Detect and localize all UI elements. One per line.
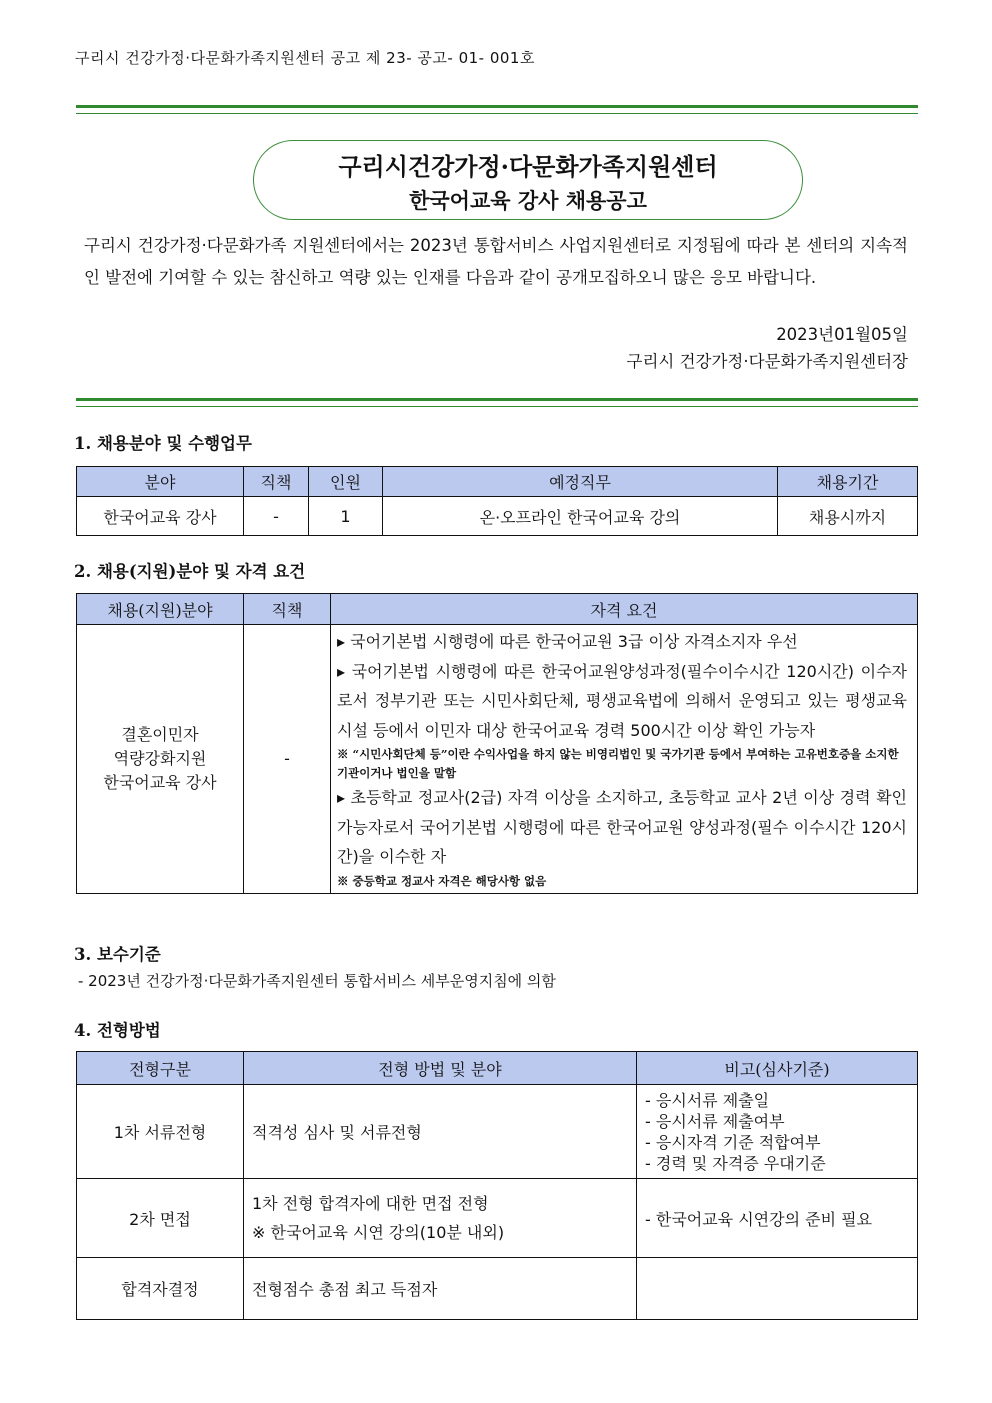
selection-table <box>76 1051 918 1320</box>
method-line: 1차 전형 합격자에 대한 면접 전형 <box>252 1194 489 1213</box>
field-cell: 한국어교육 강사 <box>77 497 244 536</box>
stage-cell: 1차 서류전형 <box>77 1085 244 1179</box>
method-cell <box>244 1179 637 1258</box>
method-cell: 적격성 심사 및 서류전형 <box>244 1085 637 1179</box>
col-period: 채용기간 <box>778 467 918 497</box>
col-position: 직책 <box>244 594 331 625</box>
notice-number: 구리시 건강가정·다문화가족지원센터 공고 제 23- 공고- 01- 001호 <box>75 49 535 67</box>
remark-item: - 응시자격 기준 적합여부 <box>645 1132 821 1152</box>
intro-paragraph: 구리시 건강가정·다문화가족 지원센터에서는 2023년 통합서비스 사업지원센터로 지정됨에 따라 본 센터의 지속적인 발전에 기여할 수 있는 참신하고 역량 있는 인재를 다음과 같이 공개모집하오니 많은 응모 바랍니다. <box>84 236 908 287</box>
position-cell: - <box>244 497 309 536</box>
position-cell: - <box>244 625 331 894</box>
method-line: ※ 한국어교육 시연 강의(10분 내외) <box>252 1223 505 1242</box>
top-divider <box>76 105 918 114</box>
qualification-table <box>76 593 918 894</box>
announcement-date: 2023년01월05일 <box>776 325 908 344</box>
col-method: 전형 방법 및 분야 <box>244 1052 637 1085</box>
section-4-title: 4. 전형방법 <box>74 1021 161 1040</box>
col-position: 직책 <box>244 467 309 497</box>
title-line-1: 구리시건강가정·다문화가족지원센터 <box>338 152 718 181</box>
col-field: 채용(지원)분야 <box>77 594 244 625</box>
remarks-cell <box>637 1258 918 1320</box>
remarks-cell <box>637 1085 918 1179</box>
duty-cell: 온·오프라인 한국어교육 강의 <box>383 497 778 536</box>
remark-item: - 응시서류 제출일 <box>645 1090 770 1110</box>
salary-text: - 2023년 건강가정·다문화가족지원센터 통합서비스 세부운영지침에 의함 <box>78 972 556 990</box>
table-row <box>77 1085 918 1179</box>
position-table <box>76 466 918 536</box>
signatory: 구리시 건강가정·다문화가족지원센터장 <box>626 352 908 371</box>
requirements-cell <box>331 625 918 894</box>
field-line: 한국어교육 강사 <box>103 772 217 792</box>
col-duty: 예정직무 <box>383 467 778 497</box>
field-line: 역량강화지원 <box>113 748 207 768</box>
table-row <box>77 625 918 894</box>
title-box <box>253 140 803 220</box>
col-field: 분야 <box>77 467 244 497</box>
requirement-3: ▸ 초등학교 정교사(2급) 자격 이상을 소지하고, 초등학교 교사 2년 이상 경력 확인 가능자로서 국어기본법 시행령에 따른 한국어교원 양성과정(필수 이수시간 120시간)을 이수한 자 <box>337 788 907 866</box>
headcount-cell: 1 <box>309 497 383 536</box>
table-row <box>77 497 918 536</box>
field-line: 결혼이민자 <box>121 724 199 744</box>
method-cell: 전형점수 총점 최고 득점자 <box>244 1258 637 1320</box>
header-divider <box>76 398 918 407</box>
col-remarks: 비고(심사기준) <box>637 1052 918 1085</box>
requirement-note-2: ※ 중등학교 정교사 자격은 해당사항 없음 <box>337 873 547 888</box>
remarks-cell: - 한국어교육 시연강의 준비 필요 <box>637 1179 918 1258</box>
section-1-title: 1. 채용분야 및 수행업무 <box>74 434 252 453</box>
table-row <box>77 1258 918 1320</box>
col-stage: 전형구분 <box>77 1052 244 1085</box>
remark-item: - 응시서류 제출여부 <box>645 1111 785 1131</box>
section-3-title: 3. 보수기준 <box>74 945 161 964</box>
col-headcount: 인원 <box>309 467 383 497</box>
stage-cell: 2차 면접 <box>77 1179 244 1258</box>
title-line-2: 한국어교육 강사 채용공고 <box>409 188 647 213</box>
col-requirements: 자격 요건 <box>331 594 918 625</box>
field-cell <box>77 625 244 894</box>
section-2-title: 2. 채용(지원)분야 및 자격 요건 <box>74 562 306 581</box>
period-cell: 채용시까지 <box>778 497 918 536</box>
requirement-1: ▸ 국어기본법 시행령에 따른 한국어교원 3급 이상 자격소지자 우선 <box>337 632 798 651</box>
requirement-note-1: ※ “시민사회단체 등”이란 수익사업을 하지 않는 비영리법인 및 국가기관 등에서 부여하는 고유번호증을 소지한 기관이거나 법인을 말함 <box>337 747 899 780</box>
requirement-2: ▸ 국어기본법 시행령에 따른 한국어교원양성과정(필수이수시간 120시간) 이수자로서 정부기관 또는 시민사회단체, 평생교육법에 의해서 운영되고 있는 평생교육시설 등에서 이민자 대상 한국어교육 경력 500시간 이상 확인 가능자 <box>337 661 907 740</box>
stage-cell: 합격자결정 <box>77 1258 244 1320</box>
remark-item: - 경력 및 자격증 우대기준 <box>645 1153 826 1173</box>
table-row <box>77 1179 918 1258</box>
